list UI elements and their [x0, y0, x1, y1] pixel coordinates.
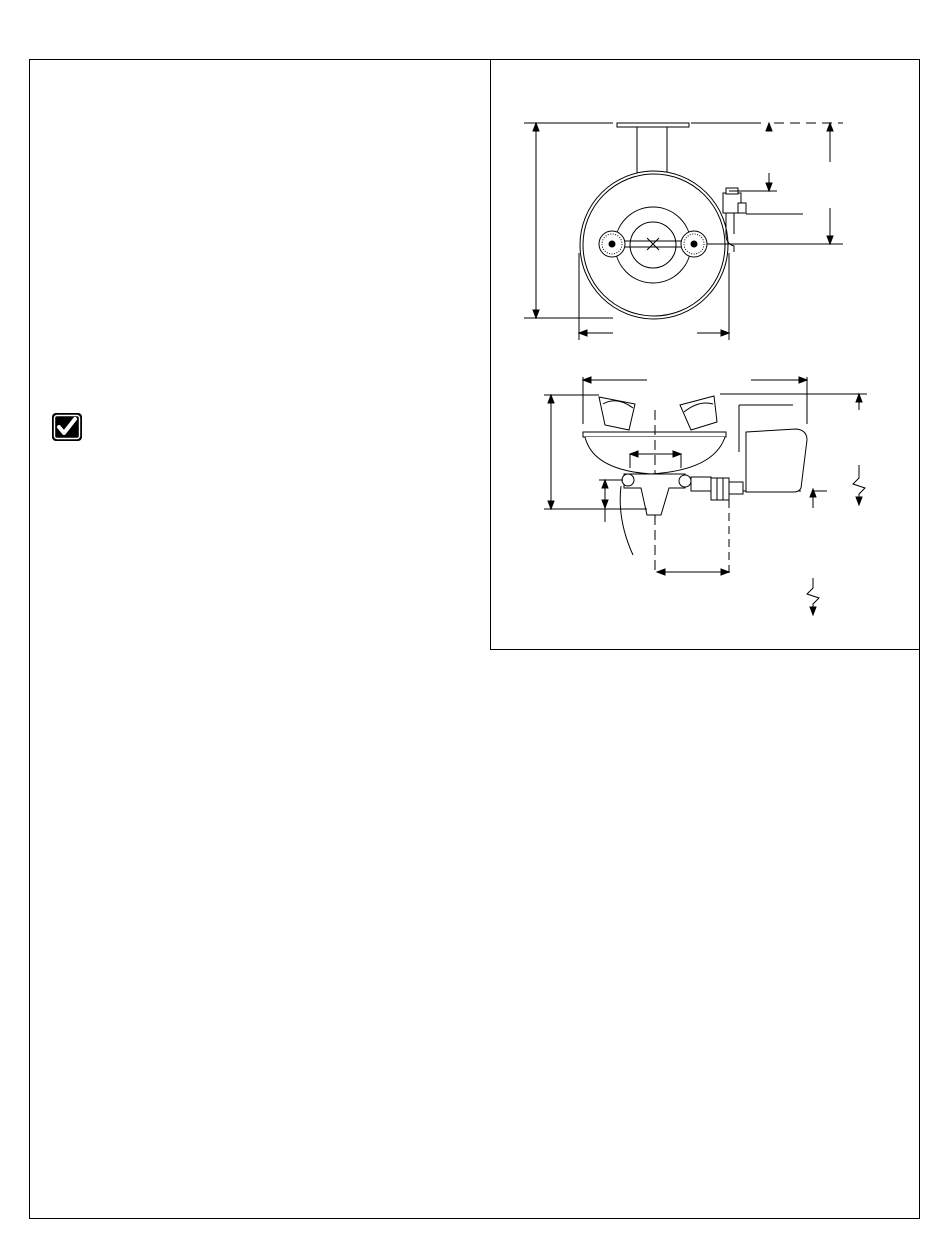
drawing-panel: [490, 59, 920, 650]
eyewash-top-view-drawing: [524, 123, 843, 340]
checkmark-box-icon[interactable]: [51, 412, 83, 442]
eyewash-side-view-drawing: [544, 377, 867, 615]
